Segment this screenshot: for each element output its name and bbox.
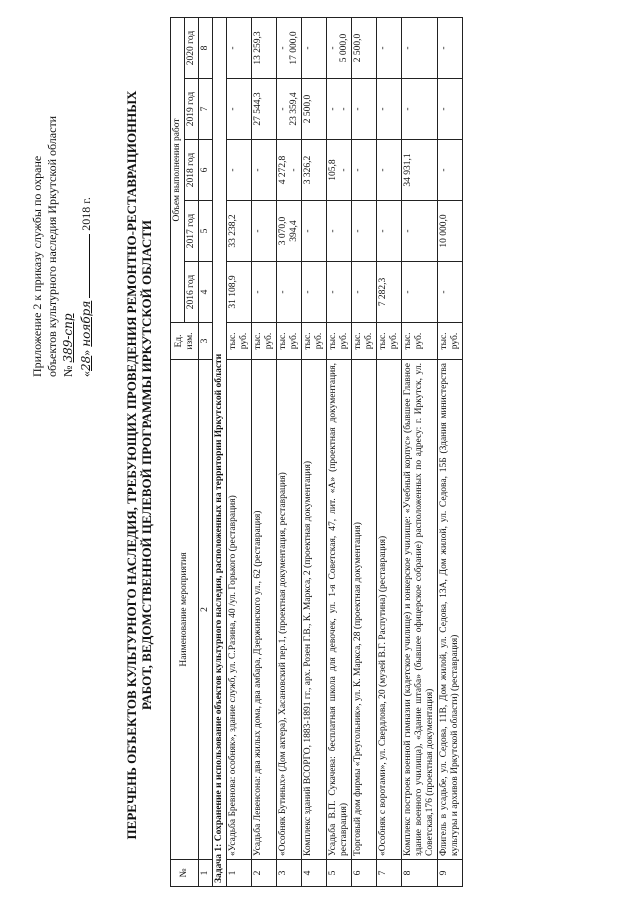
row-name: Комплекс зданий ВСОРГО, 1883-1891 гг., арх. Розен Г.В., К. Маркса, 2 (проектная документация) — [302, 360, 327, 860]
row-value-2017: 33 238,2 — [227, 201, 252, 262]
row-name: «Усадьба Бревнова: особняк», здание служб, ул. С.Разина, 40 /ул. Горького (реставрация) — [227, 360, 252, 860]
row-value-2020: - — [402, 18, 438, 79]
row-name: Флигель в усадьбе, ул. Седова, 11В, Дом жилой, ул. Седова, 13А, Дом жилой, ул. Седова, 15Б (Здания министерства культуры и архивов Иркутской области) (реставрация) — [438, 360, 463, 860]
document-title — [124, 65, 154, 865]
row-value-2017: - — [402, 201, 438, 262]
header-no: № — [171, 860, 199, 887]
order-number-handwritten: 389-спр — [61, 313, 75, 363]
order-number-prefix: № — [61, 365, 75, 377]
date-year: 2018 г. — [79, 197, 93, 231]
row-name: Усадьба В.П. Сукачева: бесплатная школа для девочек, ул. 1-я Советская, 47, лит. «А» (проектная документация, реставрация) — [327, 360, 352, 860]
row-value-2017: - — [377, 201, 402, 262]
row-value-2016: 7 282,3 — [377, 262, 402, 323]
task-row — [213, 18, 227, 887]
row-value-2016: - — [402, 262, 438, 323]
date-blank-line — [77, 234, 90, 298]
row-unit: тыс. руб. — [377, 323, 402, 360]
row-value-2019: - — [227, 79, 252, 140]
header-volume: Объем выполнения работ — [171, 18, 185, 323]
order-number — [61, 47, 76, 377]
row-value-2019: - — [402, 79, 438, 140]
row-value-2016: - — [327, 262, 352, 323]
row-value-2017: - — [302, 201, 327, 262]
header-year-2020: 2020 год — [185, 18, 199, 79]
title-line-2: РАБОТ, ВЕДОМСТВЕННОЙ ЦЕЛЕВОЙ ПРОГРАММЫ ИРКУТСКОЙ ОБЛАСТИ — [139, 220, 154, 710]
date-close-quote: » — [79, 349, 93, 356]
row-unit: тыс. руб. — [252, 323, 277, 360]
column-index-row — [199, 18, 213, 887]
row-value-2018: 4 272,8 - — [277, 140, 302, 201]
row-value-2019: - — [438, 79, 463, 140]
row-value-2019: 27 544,3 — [252, 79, 277, 140]
row-value-2020: - — [227, 18, 252, 79]
row-unit: тыс. руб. — [327, 323, 352, 360]
row-value-2018: 3 326,2 — [302, 140, 327, 201]
header-year-2017: 2017 год — [185, 201, 199, 262]
row-value-2019: - — [377, 79, 402, 140]
row-unit: тыс. руб. — [402, 323, 438, 360]
header-year-2018: 2018 год — [185, 140, 199, 201]
row-value-2018: 34 931,1 — [402, 140, 438, 201]
index-cell: 2 — [199, 360, 213, 860]
row-number: 7 — [377, 860, 402, 887]
row-value-2018: - — [252, 140, 277, 201]
row-name: «Особняк с воротами», ул. Свердлова, 20 (музей В.Г. Распутина) (реставрация) — [377, 360, 402, 860]
row-value-2017: 3 070,0 394,4 — [277, 201, 302, 262]
row-value-2020: 2 500,0 — [352, 18, 377, 79]
row-number: 2 — [252, 860, 277, 887]
header-year-2016: 2016 год — [185, 262, 199, 323]
row-value-2017: - — [252, 201, 277, 262]
title-line-1: ПЕРЕЧЕНЬ ОБЪЕКТОВ КУЛЬТУРНОГО НАСЛЕДИЯ, ТРЕБУЮЩИХ ПРОВЕДЕНИЯ РЕМОНТНО-РЕСТАВРАЦИОННЫХ — [124, 90, 139, 840]
row-value-2020: - — [302, 18, 327, 79]
table-row — [402, 18, 438, 887]
row-unit: тыс. руб. — [302, 323, 327, 360]
appendix-line-1: Приложение 2 к приказу службы по охране — [30, 155, 44, 377]
row-unit: тыс. руб. — [277, 323, 302, 360]
row-number: 5 — [327, 860, 352, 887]
table-row — [252, 18, 277, 887]
row-value-2018: - — [227, 140, 252, 201]
row-name: Усадьба Левенсона: два жилых дома, два амбара, Дзержинского ул., 62 (реставрация) — [252, 360, 277, 860]
row-number: 6 — [352, 860, 377, 887]
row-name: Торговый дом фирмы «Треугольник», ул. К. Маркса, 28 (проектная документация) — [352, 360, 377, 860]
table-row — [277, 18, 302, 887]
header-row — [171, 18, 185, 887]
index-cell: 6 — [199, 140, 213, 201]
row-value-2019: - — [352, 79, 377, 140]
row-value-2016: - — [252, 262, 277, 323]
index-cell: 4 — [199, 262, 213, 323]
index-cell: 1 — [199, 860, 213, 887]
row-value-2018: - — [438, 140, 463, 201]
index-cell: 5 — [199, 201, 213, 262]
row-number: 4 — [302, 860, 327, 887]
row-value-2018: 105,8 - — [327, 140, 352, 201]
row-value-2017: - — [352, 201, 377, 262]
row-unit: тыс. руб. — [227, 323, 252, 360]
order-date — [77, 47, 94, 377]
table-row — [227, 18, 252, 887]
row-value-2019: - - — [327, 79, 352, 140]
row-unit: тыс. руб. — [438, 323, 463, 360]
row-value-2020: - 5 000,0 — [327, 18, 352, 79]
row-value-2020: - — [377, 18, 402, 79]
row-value-2018: - — [377, 140, 402, 201]
appendix-line-2: объектов культурного наследия Иркутской области — [45, 115, 59, 377]
date-open-quote: « — [79, 371, 93, 377]
index-cell: 8 — [199, 18, 213, 79]
restoration-objects-table — [170, 17, 463, 887]
row-value-2016: - — [302, 262, 327, 323]
row-unit: тыс. руб. — [352, 323, 377, 360]
table-row — [302, 18, 327, 887]
index-cell: 7 — [199, 79, 213, 140]
row-name: «Особняк Бутиных» (Дом актера), Хасановский пер.1, (проектная документация, реставрация) — [277, 360, 302, 860]
appendix-header — [30, 47, 94, 377]
header-name: Наименование мероприятия — [171, 360, 199, 860]
row-value-2016: 31 108,9 — [227, 262, 252, 323]
row-number: 3 — [277, 860, 302, 887]
date-day-handwritten: 28 — [79, 355, 93, 371]
row-value-2018: - — [352, 140, 377, 201]
table-body — [213, 18, 463, 887]
row-value-2020: - 17 000,0 — [277, 18, 302, 79]
table-row — [377, 18, 402, 887]
row-name: Комплекс построек военной гимназии (кадетское училище) и юнкерское училище: «Учебный корпус» (бывшее Главное здание военного училища), «Здание штаба» (бывшее офицерское собрание) расположенных по адресу: г. Иркутск, ул. Советская,176 (проектная документация) — [402, 360, 438, 860]
table-row — [438, 18, 463, 887]
row-value-2020: 13 259,3 — [252, 18, 277, 79]
row-value-2020: - — [438, 18, 463, 79]
row-value-2019: - 23 359,4 — [277, 79, 302, 140]
task-title: Задача 1: Сохранение и использование объектов культурного наследия, расположенных на территории Иркутской области — [213, 18, 227, 887]
row-number: 9 — [438, 860, 463, 887]
row-value-2016: - — [277, 262, 302, 323]
row-value-2017: - — [327, 201, 352, 262]
table-row — [327, 18, 352, 887]
row-value-2019: 2 500,0 — [302, 79, 327, 140]
row-value-2016: - — [352, 262, 377, 323]
row-number: 1 — [227, 860, 252, 887]
date-month-handwritten: ноября — [79, 300, 93, 347]
row-value-2017: 10 000,0 — [438, 201, 463, 262]
table-row — [352, 18, 377, 887]
header-year-2019: 2019 год — [185, 79, 199, 140]
row-number: 8 — [402, 860, 438, 887]
index-cell: 3 — [199, 323, 213, 360]
header-unit: Ед. изм. — [171, 323, 199, 360]
row-value-2016: - — [438, 262, 463, 323]
